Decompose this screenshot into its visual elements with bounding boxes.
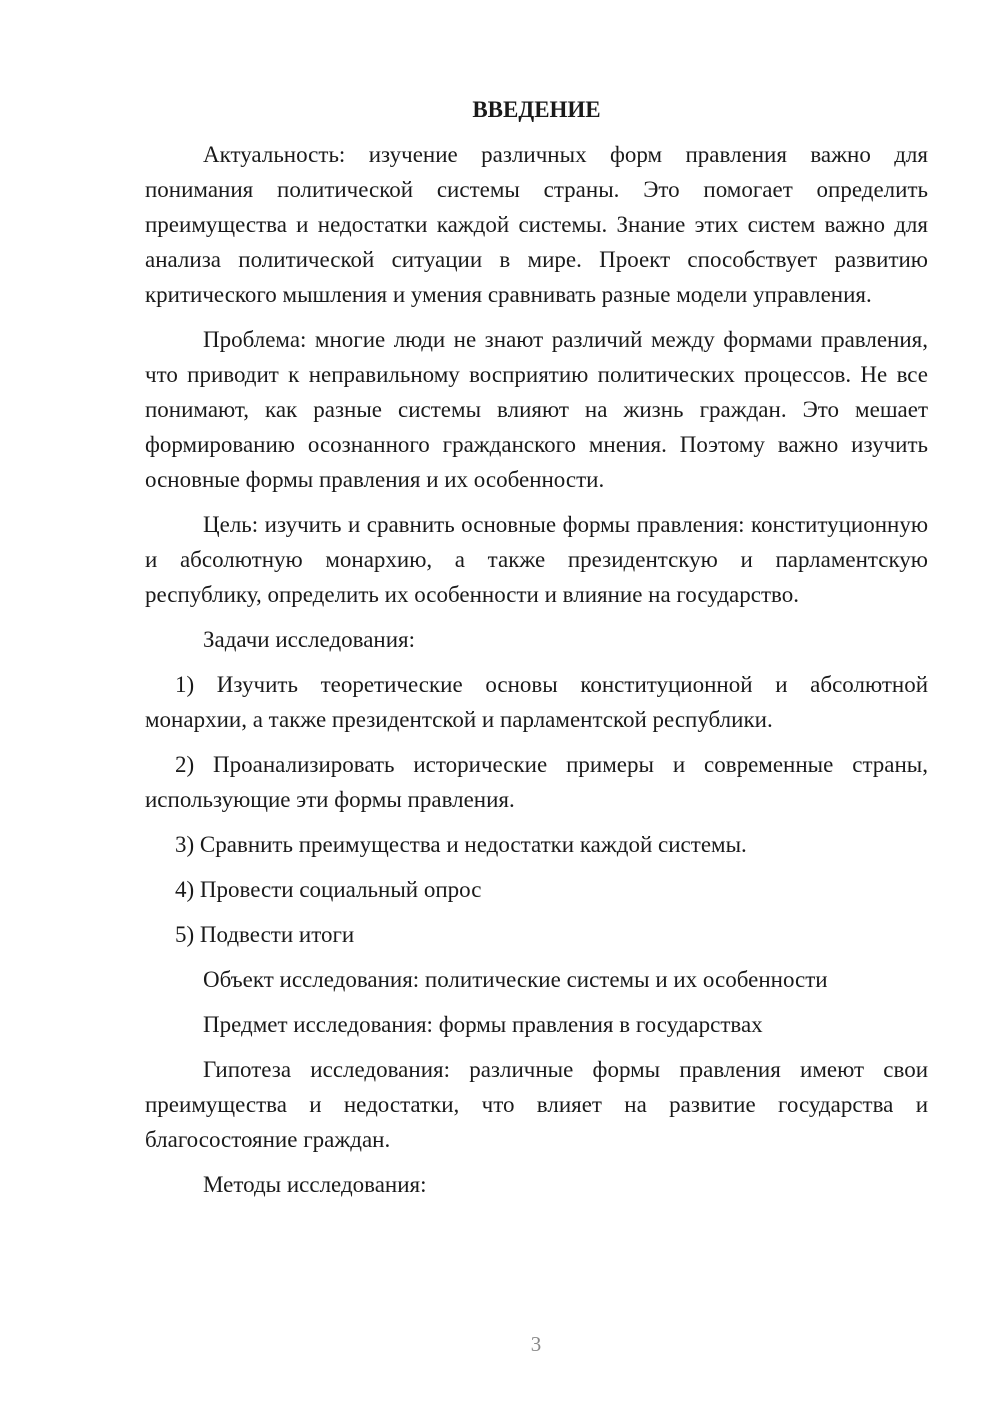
paragraph-methods-heading: Методы исследования:	[203, 1172, 427, 1197]
paragraph-hypothesis: Гипотеза исследования: различные формы правления имеют свои преимущества и недостатки, что влияет на развитие государства и благосостояние граждан.	[145, 1057, 928, 1152]
task-item: 2) Проанализировать исторические примеры и современные страны, использующие эти формы правления.	[145, 752, 928, 812]
task-item: 5) Подвести итоги	[175, 922, 355, 947]
page-number: 3	[530, 1332, 542, 1356]
task-item: 1) Изучить теоретические основы конституционной и абсолютной монархии, а также президентской и парламентской республики.	[145, 672, 928, 732]
paragraph-subject: Предмет исследования: формы правления в государствах	[203, 1012, 763, 1037]
paragraph-tasks-heading: Задачи исследования:	[203, 627, 416, 652]
paragraph-problem: Проблема: многие люди не знают различий между формами правления, что приводит к неправильному восприятию политических процессов. Не все понимают, как разные системы влияют на жизнь граждан. Это мешает формированию осознанного гражданского мнения. Поэтому важно изучить основные формы правления и их особенности.	[145, 327, 928, 492]
paragraph-object: Объект исследования: политические системы и их особенности	[203, 967, 828, 992]
task-item: 4) Провести социальный опрос	[175, 877, 482, 902]
paragraph-goal: Цель: изучить и сравнить основные формы правления: конституционную и абсолютную монархию, а также президентскую и парламентскую республику, определить их особенности и влияние на государство.	[145, 512, 928, 607]
page-title: ВВЕДЕНИЕ	[472, 97, 601, 122]
document-body	[145, 92, 928, 1212]
task-item: 3) Сравнить преимущества и недостатки каждой системы.	[175, 832, 747, 857]
paragraph-relevance: Актуальность: изучение различных форм правления важно для понимания политической системы страны. Это помогает определить преимущества и недостатки каждой системы. Знание этих систем важно для анализа политической ситуации в мире. Проект способствует развитию критического мышления и умения сравнивать разные модели управления.	[145, 142, 928, 307]
